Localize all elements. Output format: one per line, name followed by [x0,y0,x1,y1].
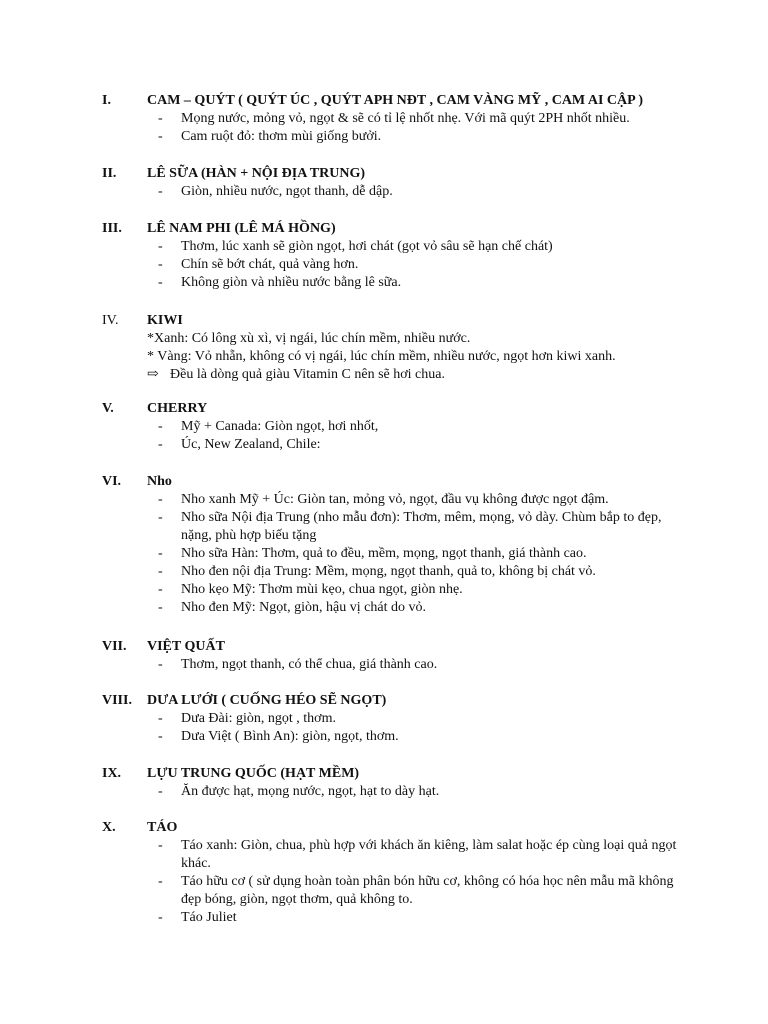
list-item [0,873,768,909]
item-text: Không giòn và nhiều nước bằng lê sữa. [181,275,402,290]
item-text: Nho sữa Nội địa Trung (nho mẫu đơn): Thơm, mêm, mọng, vỏ dày. Chùm bắp to đẹp, nặng, phù hợp biếu tặng [181,510,662,543]
list-item [0,909,768,927]
bullet-dash: - [158,600,163,615]
section-number: V. [102,401,114,416]
list-item [0,256,768,274]
bullet-dash: - [158,275,163,290]
note-text: * Vàng: Vỏ nhẵn, không có vị ngái, lúc chín mềm, nhiều nước, ngọt hơn kiwi xanh. [147,349,616,364]
list-item [0,728,768,746]
bullet-dash: - [158,657,163,672]
list-item [0,110,768,128]
section-number: VIII. [102,693,132,708]
item-text: Giòn, nhiều nước, ngọt thanh, dễ dập. [181,184,393,199]
bullet-dash: - [158,838,163,853]
item-text: Úc, New Zealand, Chile: [181,437,321,452]
section-title: KIWI [147,313,183,328]
list-item [0,509,768,545]
list-item [0,128,768,146]
bullet-dash: - [158,184,163,199]
list-item [0,491,768,509]
bullet-dash: - [158,510,163,525]
section-title: DƯA LƯỚI ( CUỐNG HÉO SẼ NGỌT) [147,693,387,708]
bullet-dash: - [158,492,163,507]
bullet-dash: - [158,437,163,452]
arrow-note [0,366,768,384]
item-text: Dưa Đài: giòn, ngọt , thơm. [181,711,336,726]
list-item [0,656,768,674]
section-number: X. [102,820,116,835]
item-text: Nho đen nội địa Trung: Mềm, mọng, ngọt thanh, quả to, không bị chát vỏ. [181,564,596,579]
bullet-dash: - [158,129,163,144]
list-item [0,238,768,256]
bullet-dash: - [158,729,163,744]
arrow-right-icon: ⇨ [147,367,159,382]
section-number: IX. [102,766,122,781]
section-title: VIỆT QUẤT [147,639,225,654]
section-title: Nho [147,474,172,489]
note-line [0,330,768,348]
list-item [0,599,768,617]
item-text: Cam ruột đỏ: thơm mùi giống bưởi. [181,129,382,144]
item-text: Dưa Việt ( Bình An): giòn, ngọt, thơm. [181,729,399,744]
item-text: Ăn được hạt, mọng nước, ngọt, hạt to dày hạt. [181,784,440,799]
section-number: VII. [102,639,127,654]
section-title: LÊ SỮA (HÀN + NỘI ĐỊA TRUNG) [147,166,366,181]
bullet-dash: - [158,239,163,254]
note-text: *Xanh: Có lông xù xì, vị ngái, lúc chín mềm, nhiều nước. [147,331,471,346]
list-item [0,783,768,801]
list-item [0,436,768,454]
list-item [0,710,768,728]
item-text: Mỹ + Canada: Giòn ngọt, hơi nhốt, [181,419,379,434]
bullet-dash: - [158,546,163,561]
section-title: LỰU TRUNG QUỐC (HẠT MỀM) [147,766,360,781]
note-text: Đều là dòng quả giàu Vitamin C nên sẽ hơi chua. [170,367,445,382]
bullet-dash: - [158,257,163,272]
item-text: Nho đen Mỹ: Ngọt, giòn, hậu vị chát do vỏ. [181,600,426,615]
list-item [0,563,768,581]
bullet-dash: - [158,874,163,889]
item-text: Nho kẹo Mỹ: Thơm mùi kẹo, chua ngọt, giòn nhẹ. [181,582,463,597]
item-text: Chín sẽ bớt chát, quả vàng hơn. [181,257,359,272]
section-number: IV. [102,313,119,328]
section-title: TÁO [147,820,178,835]
note-line [0,348,768,366]
section-title: LÊ NAM PHI (LÊ MÁ HỒNG) [147,221,336,236]
bullet-dash: - [158,711,163,726]
bullet-dash: - [158,582,163,597]
section-title: CAM – QUÝT ( QUÝT ÚC , QUÝT APH NĐT , CAM VÀNG MỸ , CAM AI CẬP ) [147,93,644,108]
item-text: Táo hữu cơ ( sử dụng hoàn toàn phân bón hữu cơ, không có hóa học nên mẫu mã không đẹp bóng, giòn, ngọt thơm, quả không to. [181,874,674,907]
item-text: Nho sữa Hàn: Thơm, quả to đều, mềm, mọng, ngọt thanh, giá thành cao. [181,546,587,561]
list-item [0,418,768,436]
bullet-dash: - [158,419,163,434]
section-number: II. [102,166,117,181]
bullet-dash: - [158,564,163,579]
item-text: Thơm, lúc xanh sẽ giòn ngọt, hơi chát (gọt vỏ sâu sẽ hạn chế chát) [181,239,553,254]
bullet-dash: - [158,784,163,799]
bullet-dash: - [158,910,163,925]
item-text: Nho xanh Mỹ + Úc: Giòn tan, mỏng vỏ, ngọt, đầu vụ không được ngọt đậm. [181,492,609,507]
item-text: Táo Juliet [181,910,237,925]
list-item [0,183,768,201]
section-number: I. [102,93,111,108]
list-item [0,837,768,873]
item-text: Táo xanh: Giòn, chua, phù hợp với khách ăn kiêng, làm salat hoặc ép cùng loại quả ngọt khác. [181,838,677,871]
list-item [0,581,768,599]
list-item [0,545,768,563]
bullet-dash: - [158,111,163,126]
list-item [0,274,768,292]
item-text: Mọng nước, mỏng vỏ, ngọt & sẽ có tỉ lệ nhốt nhẹ. Với mã quýt 2PH nhốt nhiều. [181,111,630,126]
section-number: VI. [102,474,122,489]
section-number: III. [102,221,122,236]
item-text: Thơm, ngọt thanh, có thể chua, giá thành cao. [181,657,438,672]
section-title: CHERRY [147,401,208,416]
